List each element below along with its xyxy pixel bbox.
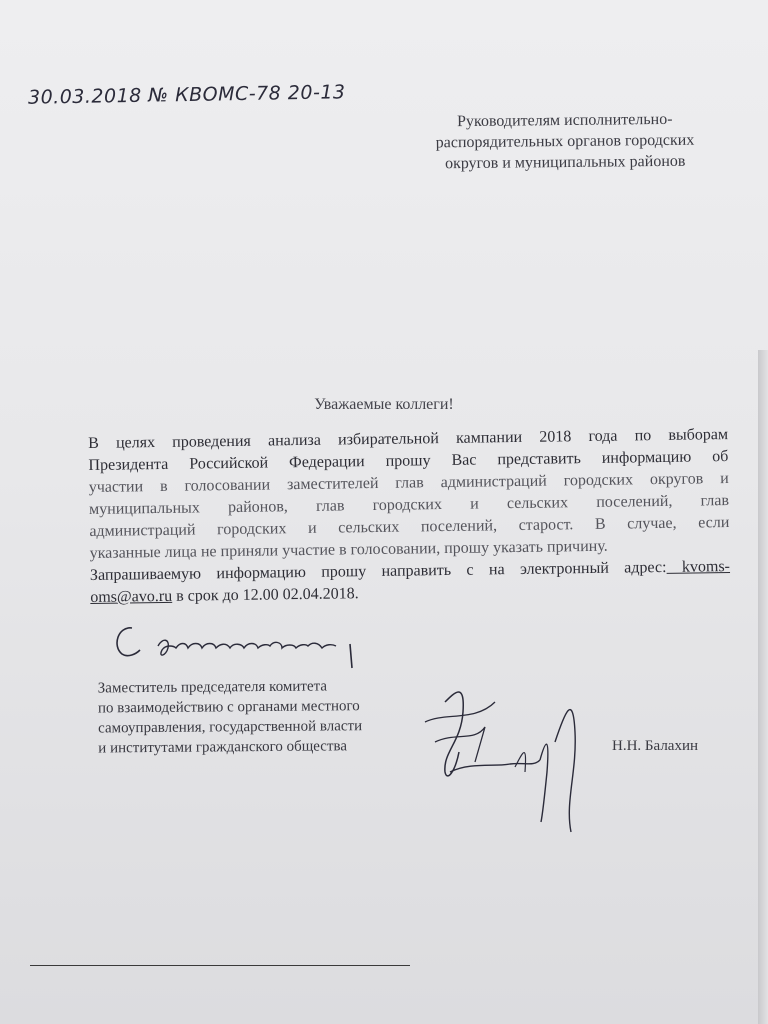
bottom-divider (30, 965, 410, 966)
addressee-line: округов и муниципальных районов (444, 152, 686, 173)
body-line: участии в голосовании заместителей глав администраций городских округов и (88, 470, 729, 496)
handwritten-signature (415, 672, 595, 842)
signer-name: Н.Н. Балахин (612, 738, 699, 754)
letter-body (88, 424, 730, 609)
addressee-line: распорядительных органов городских (435, 131, 695, 152)
body-line: В целях проведения анализа избирательной кампании 2018 года по выборам (88, 426, 729, 452)
deadline-text: в срок до 12.00 02.04.2018. (172, 585, 359, 605)
signatory-line: по взаимодействию с органами местного (97, 698, 360, 717)
page-edge (758, 350, 768, 1024)
email-link-part2[interactable]: oms@avo.ru (90, 587, 173, 606)
signatory-line: Заместитель председателя комитета (97, 678, 328, 697)
body-line: Президента Российской Федерации прошу Вас представить информацию об (88, 448, 729, 474)
body-line: администраций городских и сельских поселений, старост. В случае, если (89, 514, 730, 540)
signatory-line: самоуправления, государственной власти (98, 718, 363, 737)
addressee-line: Руководителям исполнительно- (456, 110, 673, 131)
body-line: муниципальных районов, глав городских и сельских поселений, глав (88, 492, 730, 518)
handwritten-closing (110, 616, 370, 676)
body-line: указанные лица не приняли участие в голосовании, прошу указать причину. (89, 537, 608, 562)
signatory-line: и институтами гражданского общества (98, 738, 348, 757)
handwritten-reference-number: 30.03.2018 № КВОМС-78 20-13 (27, 81, 346, 109)
addressee-block (400, 108, 731, 174)
salutation: Уважаемые коллеги! (314, 396, 454, 413)
email-link-part1[interactable]: kvoms- (666, 558, 731, 576)
signatory-block (98, 676, 429, 759)
request-text: Запрашиваемую информацию прошу направить с на электронный адрес: (89, 558, 667, 584)
